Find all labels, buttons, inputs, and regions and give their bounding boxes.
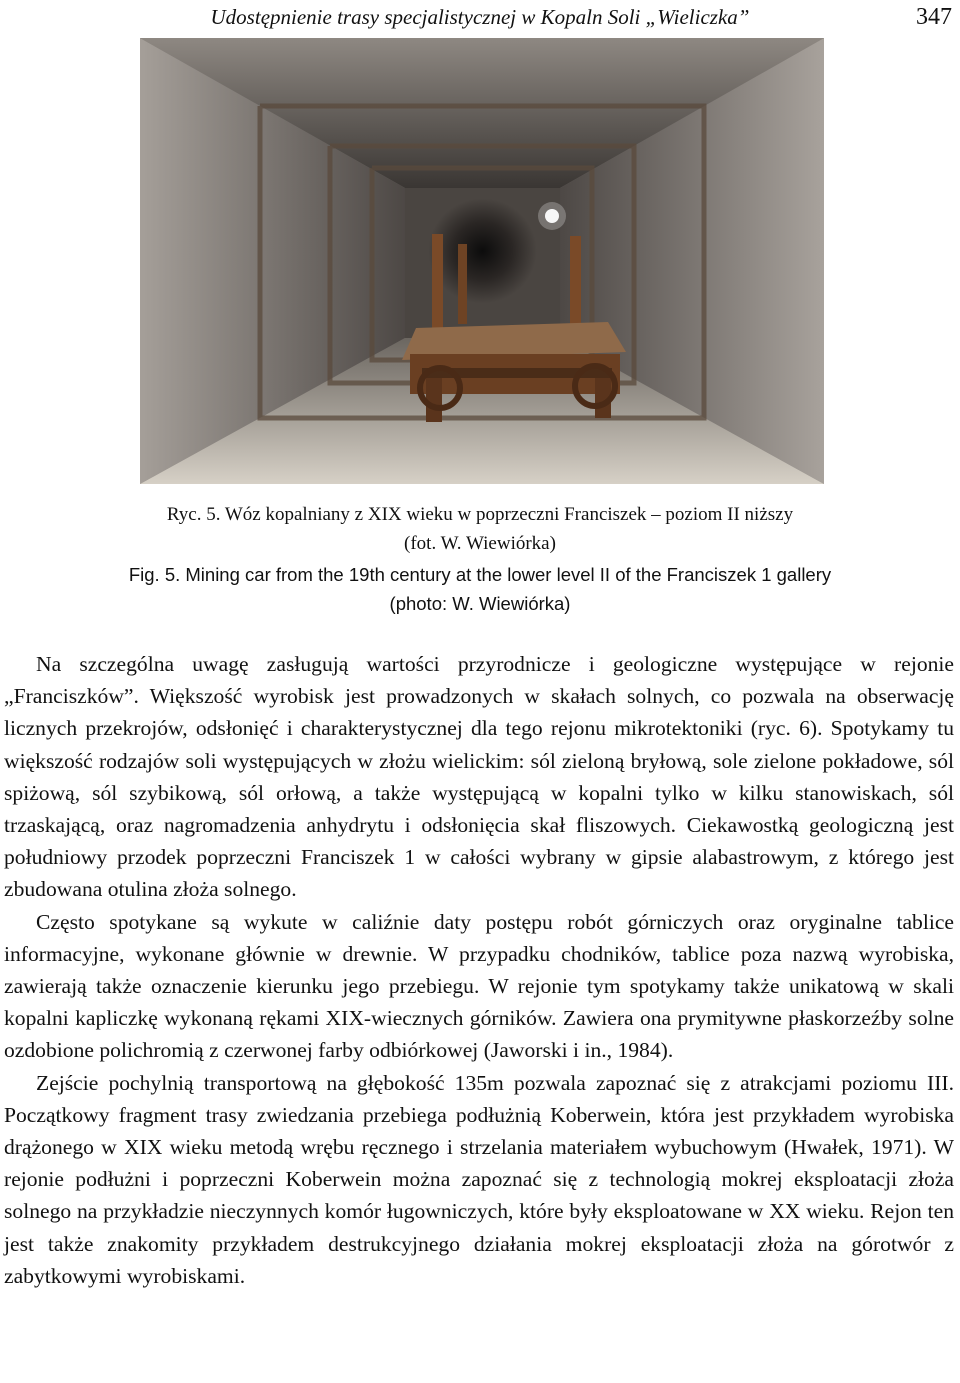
- caption-en-line1: Fig. 5. Mining car from the 19th century at the lower level II of the Franciszek 1 gallery: [128, 564, 832, 585]
- page-number: 347: [916, 4, 952, 30]
- body-text: [4, 648, 954, 1292]
- paragraph: Na szczególna uwagę zasługują wartości przyrodnicze i geologiczne występujące w rejonie „Franciszków”. Większość wyrobisk jest prowadzonych w skałach solnych, co pozwala na obserwację licznych przekrojów, odsłonięć i charakterystycznej dla tego rejonu mikrotektoniki (ryc. 6). Spotykamy tu większość rodzajów soli występujących w złożu wielickim: sól zieloną bryłową, sole zielone pokładowe, sól spiżową, sól szybikową, sól orłową, a także występującą w kopalni tylko w kilku stanowiskach, sól trzaskającą, oraz nagromadzenia anhydrytu i odsłonięcia skał fliszowych. Ciekawostką geologiczną jest południowy przodek poprzeczni Franciszek 1 w całości wybrany w gipsie alabastrowym, z którego jest zbudowana otulina złoża solnego.: [4, 652, 954, 902]
- caption-pl-line1: Ryc. 5. Wóz kopalniany z XIX wieku w poprzeczni Franciszek – poziom II niższy: [166, 504, 794, 525]
- caption-en-line2: (photo: W. Wiewiórka): [389, 593, 571, 614]
- page-header: [0, 4, 960, 34]
- figure-caption-polish: [0, 500, 960, 558]
- caption-pl-line2: (fot. W. Wiewiórka): [404, 533, 556, 554]
- running-title: Udostępnienie trasy specjalistycznej w Kopaln Soli „Wieliczka”: [210, 5, 750, 29]
- figure-caption-english: [0, 560, 960, 618]
- paragraph: Często spotykane są wykute w caliźnie daty postępu robót górniczych oraz oryginalne tablice informacyjne, wykonane głównie w drewnie. W przypadku chodników, tablice poza nazwą wyrobiska, zawierają także oznaczenie kierunku jego przebiegu. W rejonie tym spotykamy także unikatową w skali kopalni kapliczkę wykonaną rękami XIX-wiecznych górników. Zawiera ona prymitywne płaskorzeźby solne ozdobione polichromią z czerwonej farby odbiórkowej (Jaworski i in., 1984).: [4, 909, 954, 1063]
- paragraph: Zejście pochylnią transportową na głębokość 135m pozwala zapoznać się z atrakcjami poziomu III. Początkowy fragment trasy zwiedzania przebiega podłużnią Koberwein, która jest przykładem wyrobiska drążonego w XIX wieku metodą wrębu ręcznego i strzelania materiałem wybuchowym (Hwałek, 1971). W rejonie podłużni i poprzeczni Koberwein można zapoznać się z technologią mokrej eksploatacji złoża solnego na przykładzie nieczynnych komór ługowniczych, które były eksploatowane w XX wieku. Rejon ten jest także znakomity przykładem destrukcyjnego działania mokrej eksploatacji złoża na górotwór z zabytkowymi wyrobiskami.: [4, 1070, 954, 1288]
- mine-tunnel-photo: [140, 38, 824, 484]
